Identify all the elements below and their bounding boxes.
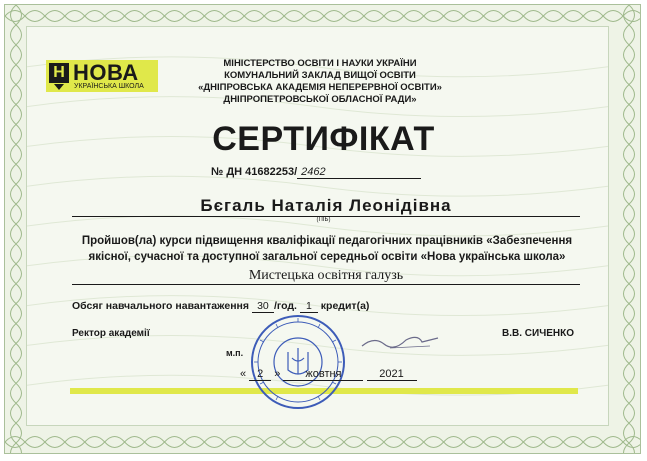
date-close-quote: » bbox=[274, 368, 281, 380]
number-label: № ДН 41682253/ bbox=[211, 166, 298, 178]
workload-hours: 30 bbox=[252, 300, 274, 313]
date-day: 2 bbox=[249, 368, 271, 381]
workload-credits-unit: кредит(а) bbox=[320, 300, 370, 312]
number-value: 2462 bbox=[297, 166, 421, 179]
course-line-2: якісної, сучасної та доступної загальної середньої освіти «Нова українська школа» bbox=[88, 251, 566, 263]
recipient-name-caption: (ПІБ) bbox=[316, 217, 331, 223]
logo-wordmark: НОВА bbox=[73, 60, 139, 85]
date-year: 2021 bbox=[367, 368, 417, 381]
header-line: ДНІПРОПЕТРОВСЬКОЇ ОБЛАСНОЇ РАДИ» bbox=[223, 94, 417, 105]
rector-signature bbox=[360, 328, 440, 354]
workload-label: Обсяг навчального навантаження bbox=[72, 300, 250, 312]
rector-name: В.В. СИЧЕНКО bbox=[502, 328, 574, 339]
nova-ukrainska-shkola-logo bbox=[46, 60, 158, 92]
course-description bbox=[62, 233, 592, 265]
date-month: жовтня bbox=[283, 368, 363, 381]
guilloche-border-right bbox=[618, 5, 640, 453]
logo-subtitle: УКРАЇНСЬКА ШКОЛА bbox=[74, 83, 144, 90]
issue-date bbox=[240, 368, 417, 381]
logo-arrow-icon bbox=[54, 84, 64, 90]
workload-credits: 1 bbox=[300, 300, 318, 313]
certificate-title: СЕРТИФІКАТ bbox=[212, 120, 435, 158]
guilloche-border-bottom bbox=[5, 431, 640, 453]
workload-hours-unit: /год. bbox=[273, 300, 297, 312]
logo-mark: Н bbox=[49, 63, 69, 83]
recipient-name: Бєгаль Наталія Леонідівна bbox=[72, 196, 580, 217]
subject-field: Мистецька освітня галузь bbox=[72, 268, 580, 285]
certificate-number bbox=[211, 166, 421, 179]
date-open-quote: « bbox=[240, 368, 247, 380]
stamp-label: м.п. bbox=[226, 348, 244, 358]
guilloche-border-top bbox=[5, 5, 640, 27]
rector-label: Ректор академії bbox=[72, 328, 150, 339]
guilloche-border-left bbox=[5, 5, 27, 453]
header-line: МІНІСТЕРСТВО ОСВІТИ І НАУКИ УКРАЇНИ bbox=[223, 58, 417, 69]
issuer-header bbox=[170, 58, 470, 106]
header-line: «ДНІПРОВСЬКА АКАДЕМІЯ НЕПЕРЕРВНОЇ ОСВІТИ» bbox=[198, 82, 442, 93]
course-line-1: Пройшов(ла) курси підвищення кваліфікації педагогічних працівників «Забезпечення bbox=[81, 235, 573, 247]
official-seal bbox=[248, 312, 348, 412]
header-line: КОМУНАЛЬНИЙ ЗАКЛАД ВИЩОЇ ОСВІТИ bbox=[224, 70, 416, 81]
